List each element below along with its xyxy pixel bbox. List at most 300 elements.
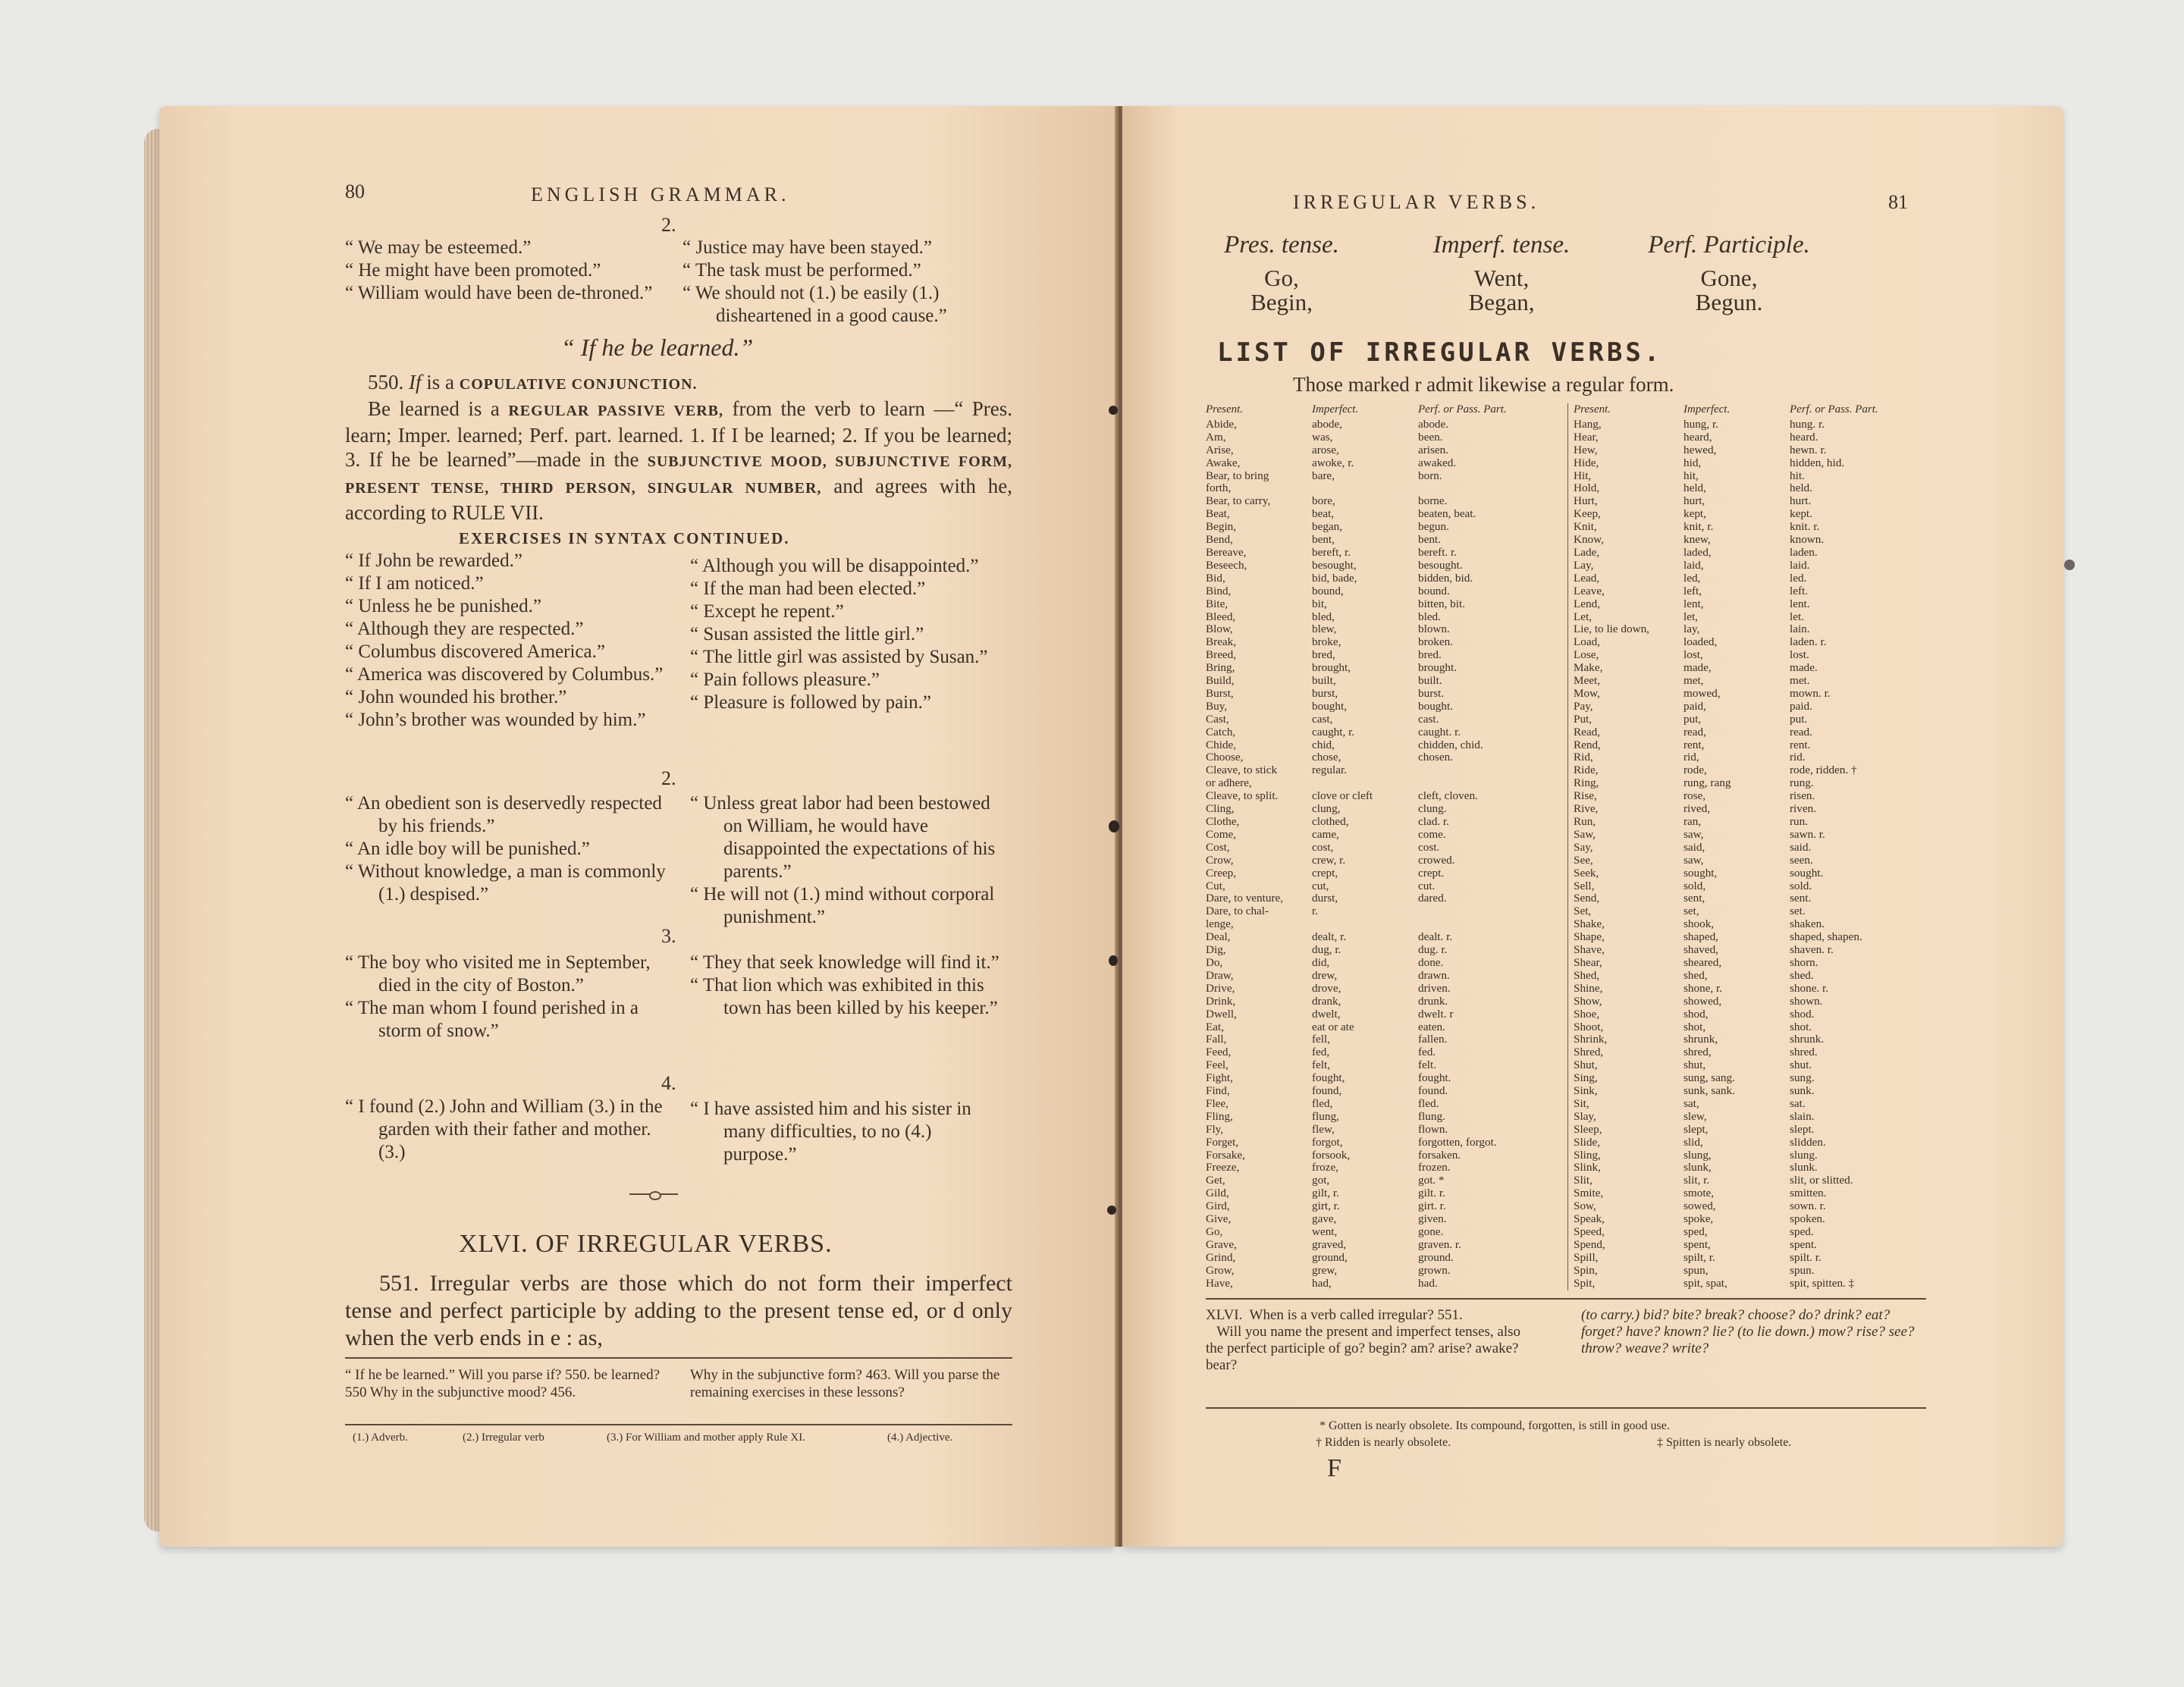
verb-form: Spend, bbox=[1574, 1237, 1605, 1251]
verb-form: Feed, bbox=[1206, 1046, 1232, 1059]
verb-form: awoke, r. bbox=[1312, 456, 1354, 469]
quote: “ Pain follows pleasure.” bbox=[690, 669, 880, 690]
quote-column-1 bbox=[345, 237, 664, 305]
quote-column-2 bbox=[682, 237, 1009, 328]
verb-form: besought. bbox=[1418, 558, 1463, 572]
verb-form: Speed, bbox=[1574, 1225, 1605, 1238]
verb-form: shred, bbox=[1684, 1046, 1712, 1059]
verb-form: Rend, bbox=[1574, 738, 1601, 751]
verb-form: Bite, bbox=[1206, 597, 1228, 610]
verb-form: r. bbox=[1312, 905, 1319, 918]
verb-form: Shake, bbox=[1574, 917, 1605, 931]
verb-form: Break, bbox=[1206, 635, 1237, 649]
verb-form: Hit, bbox=[1574, 469, 1592, 482]
table-divider bbox=[1567, 403, 1568, 1290]
verb-form: Slay, bbox=[1574, 1109, 1596, 1123]
column-header: Imperfect. bbox=[1312, 403, 1359, 415]
verb-form: Shave, bbox=[1574, 943, 1605, 957]
quote: “ If John be rewarded.” bbox=[345, 550, 522, 571]
verb-form: bled, bbox=[1312, 610, 1335, 623]
verb-form: Cast, bbox=[1206, 712, 1229, 726]
verb-form: slew, bbox=[1684, 1109, 1707, 1123]
note: † Ridden is nearly obsolete. bbox=[1316, 1436, 1451, 1449]
verb-form: found, bbox=[1312, 1084, 1342, 1098]
verb-form: abode, bbox=[1312, 417, 1343, 431]
verb-form: Creep, bbox=[1206, 866, 1237, 880]
verb-form: fled. bbox=[1418, 1096, 1439, 1110]
verb-form: abode. bbox=[1418, 417, 1449, 431]
verb-form: Flee, bbox=[1206, 1096, 1228, 1110]
verb-form: sold. bbox=[1790, 879, 1812, 892]
verb-form bbox=[1312, 918, 1373, 931]
verb-form: Fling, bbox=[1206, 1109, 1233, 1123]
verb-form: put, bbox=[1684, 712, 1702, 726]
verb-form: Hurt, bbox=[1574, 494, 1598, 508]
verb-form: held, bbox=[1684, 481, 1706, 495]
verb-form: Get, bbox=[1206, 1174, 1225, 1187]
verb-form: Grind, bbox=[1206, 1250, 1236, 1264]
verb-form: caught, r. bbox=[1312, 725, 1355, 738]
verb-form bbox=[1418, 905, 1507, 918]
verb-form: hid, bbox=[1684, 456, 1702, 469]
verb-form: Shoot, bbox=[1574, 1020, 1604, 1033]
text: from the verb to learn —“ Pres. learn; Imper. learned; Perf. part. learned. 1. If I be learned; 2. If you be learned; 3. If he be learned”—made in the bbox=[345, 397, 1013, 471]
verb-form: sung, sang. bbox=[1684, 1071, 1735, 1085]
verb-form: sold, bbox=[1684, 879, 1706, 892]
verb-form: Keep, bbox=[1574, 507, 1601, 521]
verb-form: Sling, bbox=[1574, 1148, 1601, 1162]
verb-form: Knit, bbox=[1574, 520, 1597, 534]
verb-form: Rid, bbox=[1574, 751, 1593, 764]
verb-form: broke, bbox=[1312, 635, 1341, 649]
verb-form: Draw, bbox=[1206, 968, 1234, 982]
verb-form: Catch, bbox=[1206, 725, 1236, 738]
verb-form: Show, bbox=[1574, 994, 1602, 1008]
verb-form: hung. r. bbox=[1790, 417, 1825, 431]
verb-form: laid, bbox=[1684, 558, 1704, 572]
verb-form: borne. bbox=[1418, 494, 1448, 508]
verb-form: rid, bbox=[1684, 751, 1699, 764]
exercise-2-column-1 bbox=[345, 792, 679, 906]
verb-form bbox=[1418, 918, 1507, 931]
verb-form: shut, bbox=[1684, 1058, 1706, 1072]
verb-form: arose, bbox=[1312, 443, 1339, 456]
verb-form: Have, bbox=[1206, 1276, 1233, 1290]
quote: “ Justice may have been stayed.” bbox=[682, 237, 933, 258]
verb-form: made, bbox=[1684, 661, 1712, 675]
verb-form: rode, ridden. † bbox=[1790, 764, 1857, 777]
verb-form: saw, bbox=[1684, 853, 1704, 867]
verb-form: Bear, to carry, bbox=[1206, 494, 1271, 508]
verb-form: Forget, bbox=[1206, 1135, 1239, 1149]
paradigm-cell: Began, bbox=[1468, 289, 1535, 315]
verb-form: Lay, bbox=[1574, 558, 1594, 572]
verb-form: shown. bbox=[1790, 994, 1823, 1008]
verb-form: bled. bbox=[1418, 610, 1441, 623]
verb-form: lent. bbox=[1790, 597, 1810, 610]
verb-form: saw, bbox=[1684, 827, 1704, 841]
verb-form: Rise, bbox=[1574, 789, 1597, 803]
verb-form: began, bbox=[1312, 520, 1343, 534]
verb-form: set. bbox=[1790, 905, 1806, 918]
verb-form: sheared, bbox=[1684, 955, 1722, 969]
verb-form: Drink, bbox=[1206, 994, 1236, 1008]
verb-form: forgotten, forgot. bbox=[1418, 1135, 1497, 1149]
verb-form: done. bbox=[1418, 955, 1444, 969]
verb-form: Ride, bbox=[1574, 764, 1599, 777]
verb-form: bid, bade, bbox=[1312, 571, 1357, 585]
verb-form: Seek, bbox=[1574, 866, 1599, 880]
verb-form: sped. bbox=[1790, 1225, 1814, 1238]
verb-form: slunk. bbox=[1790, 1161, 1818, 1174]
verb-form: bound. bbox=[1418, 584, 1450, 597]
verb-form: Hew, bbox=[1574, 443, 1598, 456]
verb-form: shut. bbox=[1790, 1058, 1812, 1072]
verb-form: dealt. r. bbox=[1418, 930, 1453, 944]
quote: “ That lion which was exhibited in this town has been killed by his keeper.” bbox=[690, 975, 998, 1018]
page-number-right: 81 bbox=[1888, 191, 1908, 213]
quote: “ An obedient son is deservedly respected by his friends.” bbox=[345, 793, 662, 836]
text: and agrees with he, according to RULE VII. bbox=[345, 475, 1013, 524]
verb-form: shod. bbox=[1790, 1007, 1815, 1021]
verb-form: caught. r. bbox=[1418, 725, 1461, 738]
verb-form: made. bbox=[1790, 661, 1818, 675]
verb-form: Drive, bbox=[1206, 981, 1235, 995]
verb-form: paid. bbox=[1790, 699, 1812, 713]
verb-form: hurt, bbox=[1684, 494, 1705, 508]
verb-form: had. bbox=[1418, 1276, 1438, 1290]
verb-form: Lead, bbox=[1574, 571, 1600, 585]
verb-form: shrunk, bbox=[1684, 1033, 1718, 1046]
verb-form: Fall, bbox=[1206, 1033, 1227, 1046]
verb-form: chidden, chid. bbox=[1418, 738, 1483, 751]
open-book bbox=[144, 106, 2063, 1554]
verb-form: Shut, bbox=[1574, 1058, 1598, 1072]
verb-form: fought, bbox=[1312, 1071, 1345, 1085]
quote: “ An idle boy will be punished.” bbox=[345, 839, 590, 859]
note: ‡ Spitten is nearly obsolete. bbox=[1657, 1436, 1792, 1449]
ink-spot bbox=[2064, 560, 2075, 570]
small-caps: REGULAR PASSIVE VERB, bbox=[508, 403, 724, 419]
verb-form: felt, bbox=[1312, 1058, 1331, 1072]
chapter-title: XLVI. OF IRREGULAR VERBS. bbox=[459, 1230, 833, 1258]
verb-form: said, bbox=[1684, 840, 1705, 854]
verb-form: Begin, bbox=[1206, 520, 1237, 534]
verb-form: rung. bbox=[1790, 776, 1814, 790]
verb-form: said. bbox=[1790, 840, 1812, 854]
verb-form: Speak, bbox=[1574, 1212, 1605, 1226]
verb-form: Read, bbox=[1574, 725, 1601, 738]
paradigm-cell: Gone, bbox=[1700, 265, 1758, 291]
verb-form: bound, bbox=[1312, 584, 1344, 597]
verb-form: spilt. r. bbox=[1790, 1250, 1822, 1264]
verb-form: Shape, bbox=[1574, 930, 1605, 944]
verb-form: sung. bbox=[1790, 1071, 1815, 1085]
verb-form: hit. bbox=[1790, 469, 1805, 482]
verb-form: shrunk. bbox=[1790, 1033, 1825, 1046]
quote: “ The boy who visited me in September, died in the city of Boston.” bbox=[345, 952, 651, 996]
verb-form: Pay, bbox=[1574, 699, 1593, 713]
verb-form: crept. bbox=[1418, 866, 1445, 880]
verb-form: run. bbox=[1790, 815, 1809, 828]
verb-form: held. bbox=[1790, 481, 1812, 495]
verb-form: Dwell, bbox=[1206, 1007, 1237, 1021]
verb-form: come. bbox=[1418, 827, 1446, 841]
review-questions-right: (to carry.) bid? bite? break? choose? do? drink? eat? forget? have? known? lie? (to lie down.) mow? rise? see? throw? weave? write? bbox=[1581, 1307, 1915, 1356]
verb-form: spit, spitten. ‡ bbox=[1790, 1276, 1855, 1290]
verb-form: Hang, bbox=[1574, 417, 1602, 431]
verb-form: Grow, bbox=[1206, 1263, 1235, 1277]
verb-form: shone. r. bbox=[1790, 981, 1829, 995]
ink-spot bbox=[1107, 1206, 1116, 1215]
verb-form: Bring, bbox=[1206, 661, 1235, 675]
verb-form: graved, bbox=[1312, 1237, 1347, 1251]
section-number: 4. bbox=[661, 1072, 676, 1094]
verb-form: Hold, bbox=[1574, 481, 1600, 495]
verb-form: laded, bbox=[1684, 545, 1712, 559]
verb-form: regular. bbox=[1312, 764, 1347, 777]
verb-form: shaved, bbox=[1684, 943, 1718, 957]
verb-form: girt. r. bbox=[1418, 1199, 1446, 1213]
verb-form: left, bbox=[1684, 584, 1702, 597]
verb-form: knew, bbox=[1684, 533, 1711, 547]
table-column-perfect-1 bbox=[1418, 403, 1507, 1290]
verb-form: Bid, bbox=[1206, 571, 1225, 585]
text: Be learned is a bbox=[368, 397, 500, 420]
verb-form: slept, bbox=[1684, 1122, 1709, 1136]
verb-form: Lie, to lie down, bbox=[1574, 622, 1649, 636]
verb-form: slit, or slitted. bbox=[1790, 1174, 1853, 1187]
verb-form: clove or cleft bbox=[1312, 789, 1373, 803]
verb-form: Bear, to bring bbox=[1206, 469, 1269, 482]
verb-form: ground, bbox=[1312, 1250, 1348, 1264]
verb-form: rose, bbox=[1684, 789, 1706, 803]
verb-form: bought, bbox=[1312, 699, 1347, 713]
verb-form: burst, bbox=[1312, 686, 1338, 700]
quote: “ Without knowledge, a man is commonly (1.) despised.” bbox=[345, 861, 666, 905]
verb-form: rid. bbox=[1790, 751, 1806, 764]
verb-form: Freeze, bbox=[1206, 1161, 1240, 1174]
verb-form: awaked. bbox=[1418, 456, 1457, 469]
verb-form: met. bbox=[1790, 674, 1810, 688]
verb-form: gave, bbox=[1312, 1212, 1337, 1226]
verb-form: put. bbox=[1790, 712, 1808, 726]
verb-form: hung, r. bbox=[1684, 417, 1718, 431]
quote: “ Although they are respected.” bbox=[345, 619, 584, 639]
verb-form: forsaken. bbox=[1418, 1148, 1461, 1162]
verb-form: grew, bbox=[1312, 1263, 1338, 1277]
quote: “ The task must be performed.” bbox=[682, 260, 921, 281]
verb-form: Find, bbox=[1206, 1084, 1230, 1098]
verb-form: sped, bbox=[1684, 1225, 1708, 1238]
verb-form: sowed, bbox=[1684, 1199, 1716, 1213]
verb-form: cost, bbox=[1312, 840, 1334, 854]
verb-form: Choose, bbox=[1206, 751, 1244, 764]
verb-form: led. bbox=[1790, 571, 1807, 585]
verb-form: graven. r. bbox=[1418, 1237, 1461, 1251]
verb-form: Hide, bbox=[1574, 456, 1599, 469]
verb-form: bare, bbox=[1312, 469, 1335, 482]
table-column-imperfect-2 bbox=[1684, 403, 1735, 1290]
column-header: Present. bbox=[1206, 403, 1244, 415]
footnote: (1.) Adverb. bbox=[353, 1431, 408, 1444]
verb-form: Cleave, to split. bbox=[1206, 789, 1279, 803]
verb-form: sought. bbox=[1790, 866, 1824, 880]
verb-form: bidden, bid. bbox=[1418, 571, 1473, 585]
ink-spot bbox=[1109, 820, 1119, 833]
notes-rule bbox=[1206, 1407, 1926, 1409]
verb-form: bereft. r. bbox=[1418, 545, 1458, 559]
verb-form: dared. bbox=[1418, 892, 1447, 905]
verb-form: clung. bbox=[1418, 802, 1447, 816]
quote: “ America was discovered by Columbus.” bbox=[345, 664, 664, 685]
verb-form: shone, r. bbox=[1684, 981, 1723, 995]
quote: “ They that seek knowledge will find it.” bbox=[690, 952, 999, 973]
verb-form: riven. bbox=[1790, 802, 1817, 816]
verb-form: kept, bbox=[1684, 507, 1706, 521]
left-page bbox=[159, 106, 1115, 1547]
verb-form: Deal, bbox=[1206, 930, 1231, 944]
exercise-4-column-2 bbox=[690, 1098, 1009, 1166]
verb-form: Shear, bbox=[1574, 955, 1602, 969]
verb-form: Bind, bbox=[1206, 584, 1232, 597]
verb-form: Hear, bbox=[1574, 430, 1599, 444]
verb-form: spent, bbox=[1684, 1237, 1711, 1251]
review-questions-left: XLVI. When is a verb called irregular? 551. Will you name the present and imperfect tenses, also the perfect participle of go? begin? am? arise? awake? bear? bbox=[1206, 1307, 1520, 1373]
verb-form: fled, bbox=[1312, 1096, 1333, 1110]
verb-form: froze, bbox=[1312, 1161, 1338, 1174]
verb-form: spit, spat, bbox=[1684, 1276, 1727, 1290]
quote: “ I have assisted him and his sister in many difficulties, to no (4.) purpose.” bbox=[690, 1099, 971, 1165]
verb-form: Smite, bbox=[1574, 1187, 1604, 1200]
table-column-imperfect-1 bbox=[1312, 403, 1373, 1290]
verb-form: Clothe, bbox=[1206, 815, 1240, 828]
verb-form: frozen. bbox=[1418, 1161, 1451, 1174]
verb-form: Go, bbox=[1206, 1225, 1223, 1238]
verb-form: Cut, bbox=[1206, 879, 1225, 892]
verb-form: eaten. bbox=[1418, 1020, 1445, 1033]
verb-form: smitten. bbox=[1790, 1187, 1827, 1200]
verb-form: slunk, bbox=[1684, 1161, 1712, 1174]
verb-form: cleft, cloven. bbox=[1418, 789, 1478, 803]
verb-form: Ring, bbox=[1574, 776, 1599, 790]
verb-form: flew, bbox=[1312, 1122, 1335, 1136]
verb-form: brought, bbox=[1312, 661, 1351, 675]
verb-form: kept. bbox=[1790, 507, 1812, 521]
quote: “ If I am noticed.” bbox=[345, 573, 484, 594]
verb-form: Say, bbox=[1574, 840, 1593, 854]
verb-form: begun. bbox=[1418, 520, 1449, 534]
verb-form: dug. r. bbox=[1418, 943, 1448, 957]
verb-form bbox=[1418, 764, 1507, 777]
verb-form: loaded, bbox=[1684, 635, 1718, 649]
verb-form bbox=[1312, 777, 1373, 790]
verb-form: Bereave, bbox=[1206, 545, 1247, 559]
verb-form: rode, bbox=[1684, 764, 1707, 777]
verb-form: Come, bbox=[1206, 827, 1237, 841]
verb-form: lain. bbox=[1790, 622, 1810, 636]
verb-form: arisen. bbox=[1418, 443, 1449, 456]
verb-form: flung, bbox=[1312, 1109, 1339, 1123]
footnote-rule bbox=[345, 1424, 1012, 1425]
verb-form: Mow, bbox=[1574, 686, 1600, 700]
verb-form: Fly, bbox=[1206, 1122, 1224, 1136]
verb-form: Spin, bbox=[1574, 1263, 1598, 1277]
quote: “ I found (2.) John and William (3.) in the garden with their father and mother. (3.) bbox=[345, 1096, 663, 1162]
verb-form: Sit, bbox=[1574, 1096, 1589, 1110]
paradigm-cell: Went, bbox=[1473, 265, 1530, 291]
verb-form: Cling, bbox=[1206, 802, 1235, 816]
verb-form: fought. bbox=[1418, 1071, 1451, 1085]
verb-form: sunk, sank. bbox=[1684, 1084, 1735, 1098]
verb-form bbox=[1312, 482, 1373, 495]
verb-form: hit, bbox=[1684, 469, 1699, 482]
section-number: 3. bbox=[661, 925, 676, 947]
verb-form: Spill, bbox=[1574, 1250, 1599, 1264]
verb-form: drove, bbox=[1312, 981, 1341, 995]
verb-form: broken. bbox=[1418, 635, 1453, 649]
quote: “ We should not (1.) be easily (1.) disheartened in a good cause.” bbox=[682, 283, 947, 326]
verb-form: sent. bbox=[1790, 892, 1812, 905]
verb-form: hewed, bbox=[1684, 443, 1717, 456]
verb-form: ground. bbox=[1418, 1250, 1454, 1264]
verb-form: slid, bbox=[1684, 1135, 1703, 1149]
verb-form: lay, bbox=[1684, 622, 1700, 636]
exercises-heading: EXERCISES IN SYNTAX CONTINUED. bbox=[459, 529, 790, 547]
verb-form: burst. bbox=[1418, 686, 1445, 700]
page-number-left: 80 bbox=[345, 180, 365, 202]
quote: “ Unless he be punished.” bbox=[345, 596, 541, 616]
verb-form: Slide, bbox=[1574, 1135, 1601, 1149]
verb-form: sat. bbox=[1790, 1096, 1806, 1110]
verb-form: flung. bbox=[1418, 1109, 1445, 1123]
paradigm-cell: Begun. bbox=[1695, 289, 1763, 315]
verb-form: shook, bbox=[1684, 917, 1715, 931]
verb-form: sat, bbox=[1684, 1096, 1699, 1110]
verb-form: lent, bbox=[1684, 597, 1704, 610]
verb-form: Awake, bbox=[1206, 456, 1241, 469]
verb-form: dwelt, bbox=[1312, 1007, 1341, 1021]
section-number: 2. bbox=[661, 214, 676, 236]
verb-form: Shrink, bbox=[1574, 1033, 1608, 1046]
verb-form: felt. bbox=[1418, 1058, 1437, 1072]
verb-form: Beseech, bbox=[1206, 558, 1247, 572]
verb-form: flown. bbox=[1418, 1122, 1448, 1136]
verb-form: rent, bbox=[1684, 738, 1705, 751]
note: * Gotten is nearly obsolete. Its compound, forgotten, is still in good use. bbox=[1320, 1419, 1670, 1432]
verb-form: cut. bbox=[1418, 879, 1436, 892]
verb-form: laden. r. bbox=[1790, 635, 1827, 649]
verb-form: Know, bbox=[1574, 533, 1604, 547]
quote: “ Although you will be disappointed.” bbox=[690, 556, 979, 576]
verb-form: Slit, bbox=[1574, 1174, 1592, 1187]
verb-form: risen. bbox=[1790, 789, 1815, 803]
verb-form: found. bbox=[1418, 1084, 1448, 1098]
verb-form: clad. r. bbox=[1418, 815, 1449, 828]
quote: “ Unless great labor had been bestowed on William, he would have disappointed the expectations of his parents.” bbox=[690, 793, 996, 882]
verb-form: Build, bbox=[1206, 674, 1235, 688]
verb-form: spent. bbox=[1790, 1237, 1817, 1251]
questions-rule bbox=[1206, 1298, 1926, 1300]
verb-form: spun. bbox=[1790, 1263, 1815, 1277]
italic-word: If bbox=[409, 371, 422, 394]
verb-form: Put, bbox=[1574, 712, 1592, 726]
small-caps: COPULATIVE CONJUNCTION. bbox=[459, 376, 698, 393]
verb-form: chosen. bbox=[1418, 751, 1453, 764]
verb-form: fed, bbox=[1312, 1046, 1330, 1059]
column-header: Perf. or Pass. Part. bbox=[1418, 403, 1507, 415]
verb-form: girt, r. bbox=[1312, 1199, 1340, 1213]
